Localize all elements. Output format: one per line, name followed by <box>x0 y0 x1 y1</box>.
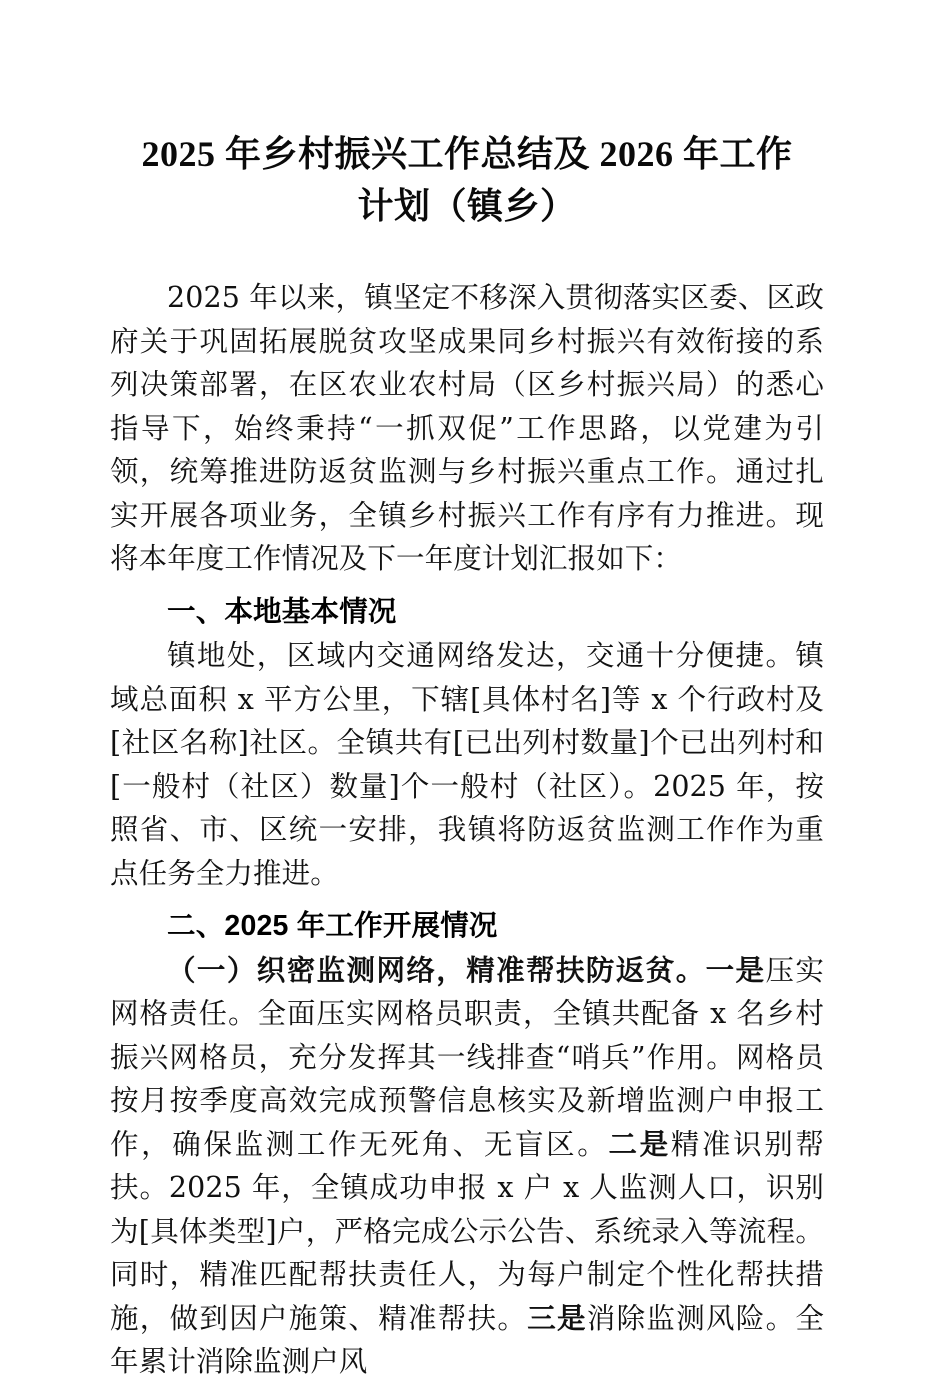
section-one-paragraph: 镇地处，区域内交通网络发达，交通十分便捷。镇域总面积 x 平方公里，下辖[具体村名]等 x 个行政村及[社区名称]社区。全镇共有[已出列村数量]个已出列村和[一般村（社区）数量]个一般村（社区）。2025 年，按照省、市、区统一安排，我镇将防返贫监测工作作为重点任务全力推进。 <box>110 639 824 890</box>
intro-paragraph: 2025 年以来，镇坚定不移深入贯彻落实区委、区政府关于巩固拓展脱贫攻坚成果同乡村振兴有效衔接的系列决策部署，在区农业农村局（区乡村振兴局）的悉心指导下，始终秉持“一抓双促”工作思路，以党建为引领，统筹推进防返贫监测与乡村振兴重点工作。通过扎实开展各项业务，全镇乡村振兴工作有序有力推进。现将本年度工作情况及下一年度计划汇报如下： <box>110 281 824 575</box>
subsection-one-text-3: 消除监测风险。全年累计消除监测户风 <box>110 1301 824 1378</box>
marker-yi-shi: 一是 <box>705 952 766 987</box>
marker-er-shi: 二是 <box>608 1126 671 1161</box>
subsection-one-paragraph <box>110 949 824 1384</box>
subsection-one-lead: （一）织密监测网络，精准帮扶防返贫。 <box>167 952 706 987</box>
subsection-one-text-1: 压实网格责任。全面压实网格员职责，全镇共配备 x 名乡村振兴网格员，充分发挥其一线排查“哨兵”作用。网格员按月按季度高效完成预警信息核实及新增监测户申报工作，确保监测工作无死角、无盲区。 <box>110 953 825 1161</box>
document-content-area <box>110 0 824 1384</box>
section-heading-one: 一、本地基本情况 <box>167 595 397 628</box>
section-heading-two: 二、2025 年工作开展情况 <box>167 910 498 942</box>
page-title-line-2: 计划（镇乡） <box>357 186 577 226</box>
marker-san-shi: 三是 <box>527 1300 587 1335</box>
page-title <box>110 0 824 232</box>
subsection-one-text-2: 精准识别帮扶。2025 年，全镇成功申报 x 户 x 人监测人口，识别为[具体类型]户，严格完成公示公告、系统录入等流程。同时，精准匹配帮扶责任人，为每户制定个性化帮扶措施，做到因户施策、精准帮扶。 <box>110 1127 824 1335</box>
page-title-line-1: 2025 年乡村振兴工作总结及 2026 年工作 <box>141 134 793 174</box>
